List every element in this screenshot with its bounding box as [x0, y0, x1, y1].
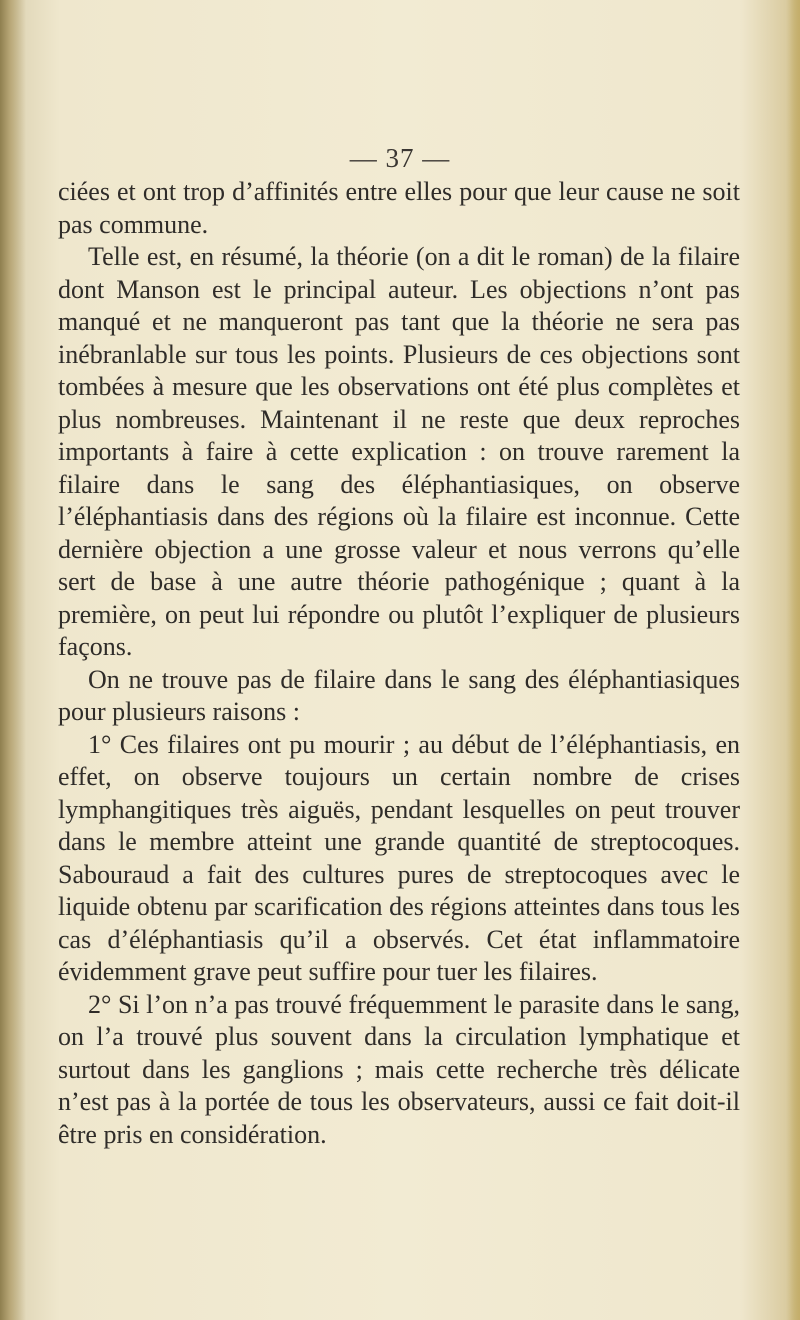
page-right-edge-shadow	[786, 0, 800, 1320]
page-left-edge-shadow	[0, 0, 26, 1320]
paragraph-continuation: ciées et ont trop d’affinités entre elles pour que leur cause ne soit pas commune.	[58, 177, 740, 239]
body-text	[58, 176, 740, 1151]
paragraph-reason-two: 2° Si l’on n’a pas trouvé fréquemment le parasite dans le sang, on l’a trouvé plus souvent dans la circulation lymphatique et surtout dans les ganglions ; mais cette recherche très délicate n’est pas à la portée de tous les observateurs, aussi ce fait doit-il être pris en considération.	[58, 989, 740, 1149]
paragraph-filaria-theory: Telle est, en résumé, la théorie (on a dit le roman) de la filaire dont Manson est le principal auteur. Les objections n’ont pas manqué et ne manqueront pas tant que la théorie ne sera pas inébranlable sur tous les points. Plusieurs de ces objections sont tombées à mesure que les observations ont été plus complètes et plus nombreuses. Maintenant il ne reste que deux reproches importants à faire à cette explication : on trouve rarement la filaire dans le sang des éléphantiasiques, on observe l’éléphantiasis dans des régions où la filaire est inconnue. Cette dernière objection a une grosse valeur et nous verrons qu’elle sert de base à une autre théorie pathogénique ; quant à la première, on peut lui répondre ou plutôt l’expliquer de plusieurs façons.	[58, 242, 740, 661]
paragraph-reason-one: 1° Ces filaires ont pu mourir ; au début de l’éléphantiasis, en effet, on observe toujours un certain nombre de crises lymphangitiques très aiguës, pendant lesquelles on peut trouver dans le membre atteint une grande quantité de streptocoques. Sabouraud a fait des cultures pures de streptocoques avec le liquide obtenu par scarification des régions atteintes dans tous les cas d’éléphantiasis qu’il a observés. Cet état inflammatoire évidemment grave peut suffire pour tuer les filaires.	[58, 729, 740, 986]
page-number: — 37 —	[349, 143, 451, 173]
paragraph-reasons-intro: On ne trouve pas de filaire dans le sang des éléphantiasiques pour plusieurs raisons :	[58, 664, 740, 726]
